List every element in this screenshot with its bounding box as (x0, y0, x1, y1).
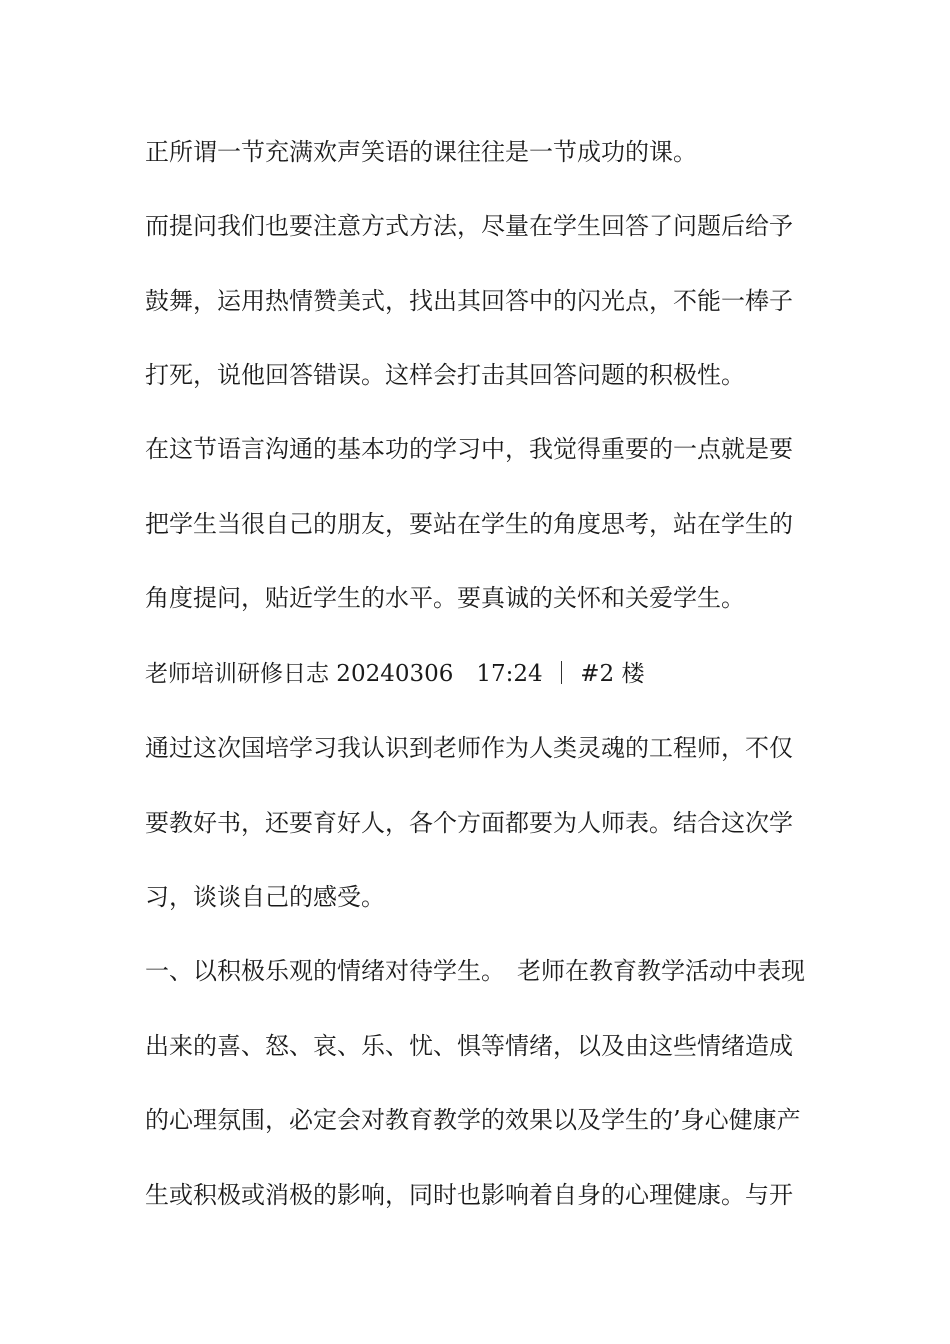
text-line: 一、以积极乐观的情绪对待学生。 老师在教育教学活动中表现 (145, 957, 805, 985)
text-line: 角度提问，贴近学生的水平。要真诚的关怀和关爱学生。 (145, 584, 745, 612)
text-line: 要教好书，还要育好人，各个方面都要为人师表。结合这次学 (145, 809, 793, 837)
text-line: 而提问我们也要注意方式方法，尽量在学生回答了问题后给予 (145, 212, 793, 240)
text-line: 生或积极或消极的影响，同时也影响着自身的心理健康。与开 (145, 1181, 793, 1209)
text-line: 鼓舞，运用热情赞美式，找出其回答中的闪光点，不能一棒子 (145, 287, 793, 315)
text-line: 的心理氛围，必定会对教育教学的效果以及学生的’身心健康产 (145, 1106, 801, 1134)
text-line: 习，谈谈自己的感受。 (145, 883, 385, 911)
text-line: 正所谓一节充满欢声笑语的课往往是一节成功的课。 (145, 138, 697, 166)
text-line: 在这节语言沟通的基本功的学习中，我觉得重要的一点就是要 (145, 435, 793, 463)
post-header: 老师培训研修日志 20240306 17:24 ｜ #2 楼 (145, 661, 645, 687)
text-line: 打死，说他回答错误。这样会打击其回答问题的积极性。 (145, 361, 745, 389)
text-line: 把学生当很自己的朋友，要站在学生的角度思考，站在学生的 (145, 510, 793, 538)
text-line: 出来的喜、怒、哀、乐、忧、惧等情绪，以及由这些情绪造成 (145, 1032, 793, 1060)
text-line: 通过这次国培学习我认识到老师作为人类灵魂的工程师，不仅 (145, 734, 793, 762)
